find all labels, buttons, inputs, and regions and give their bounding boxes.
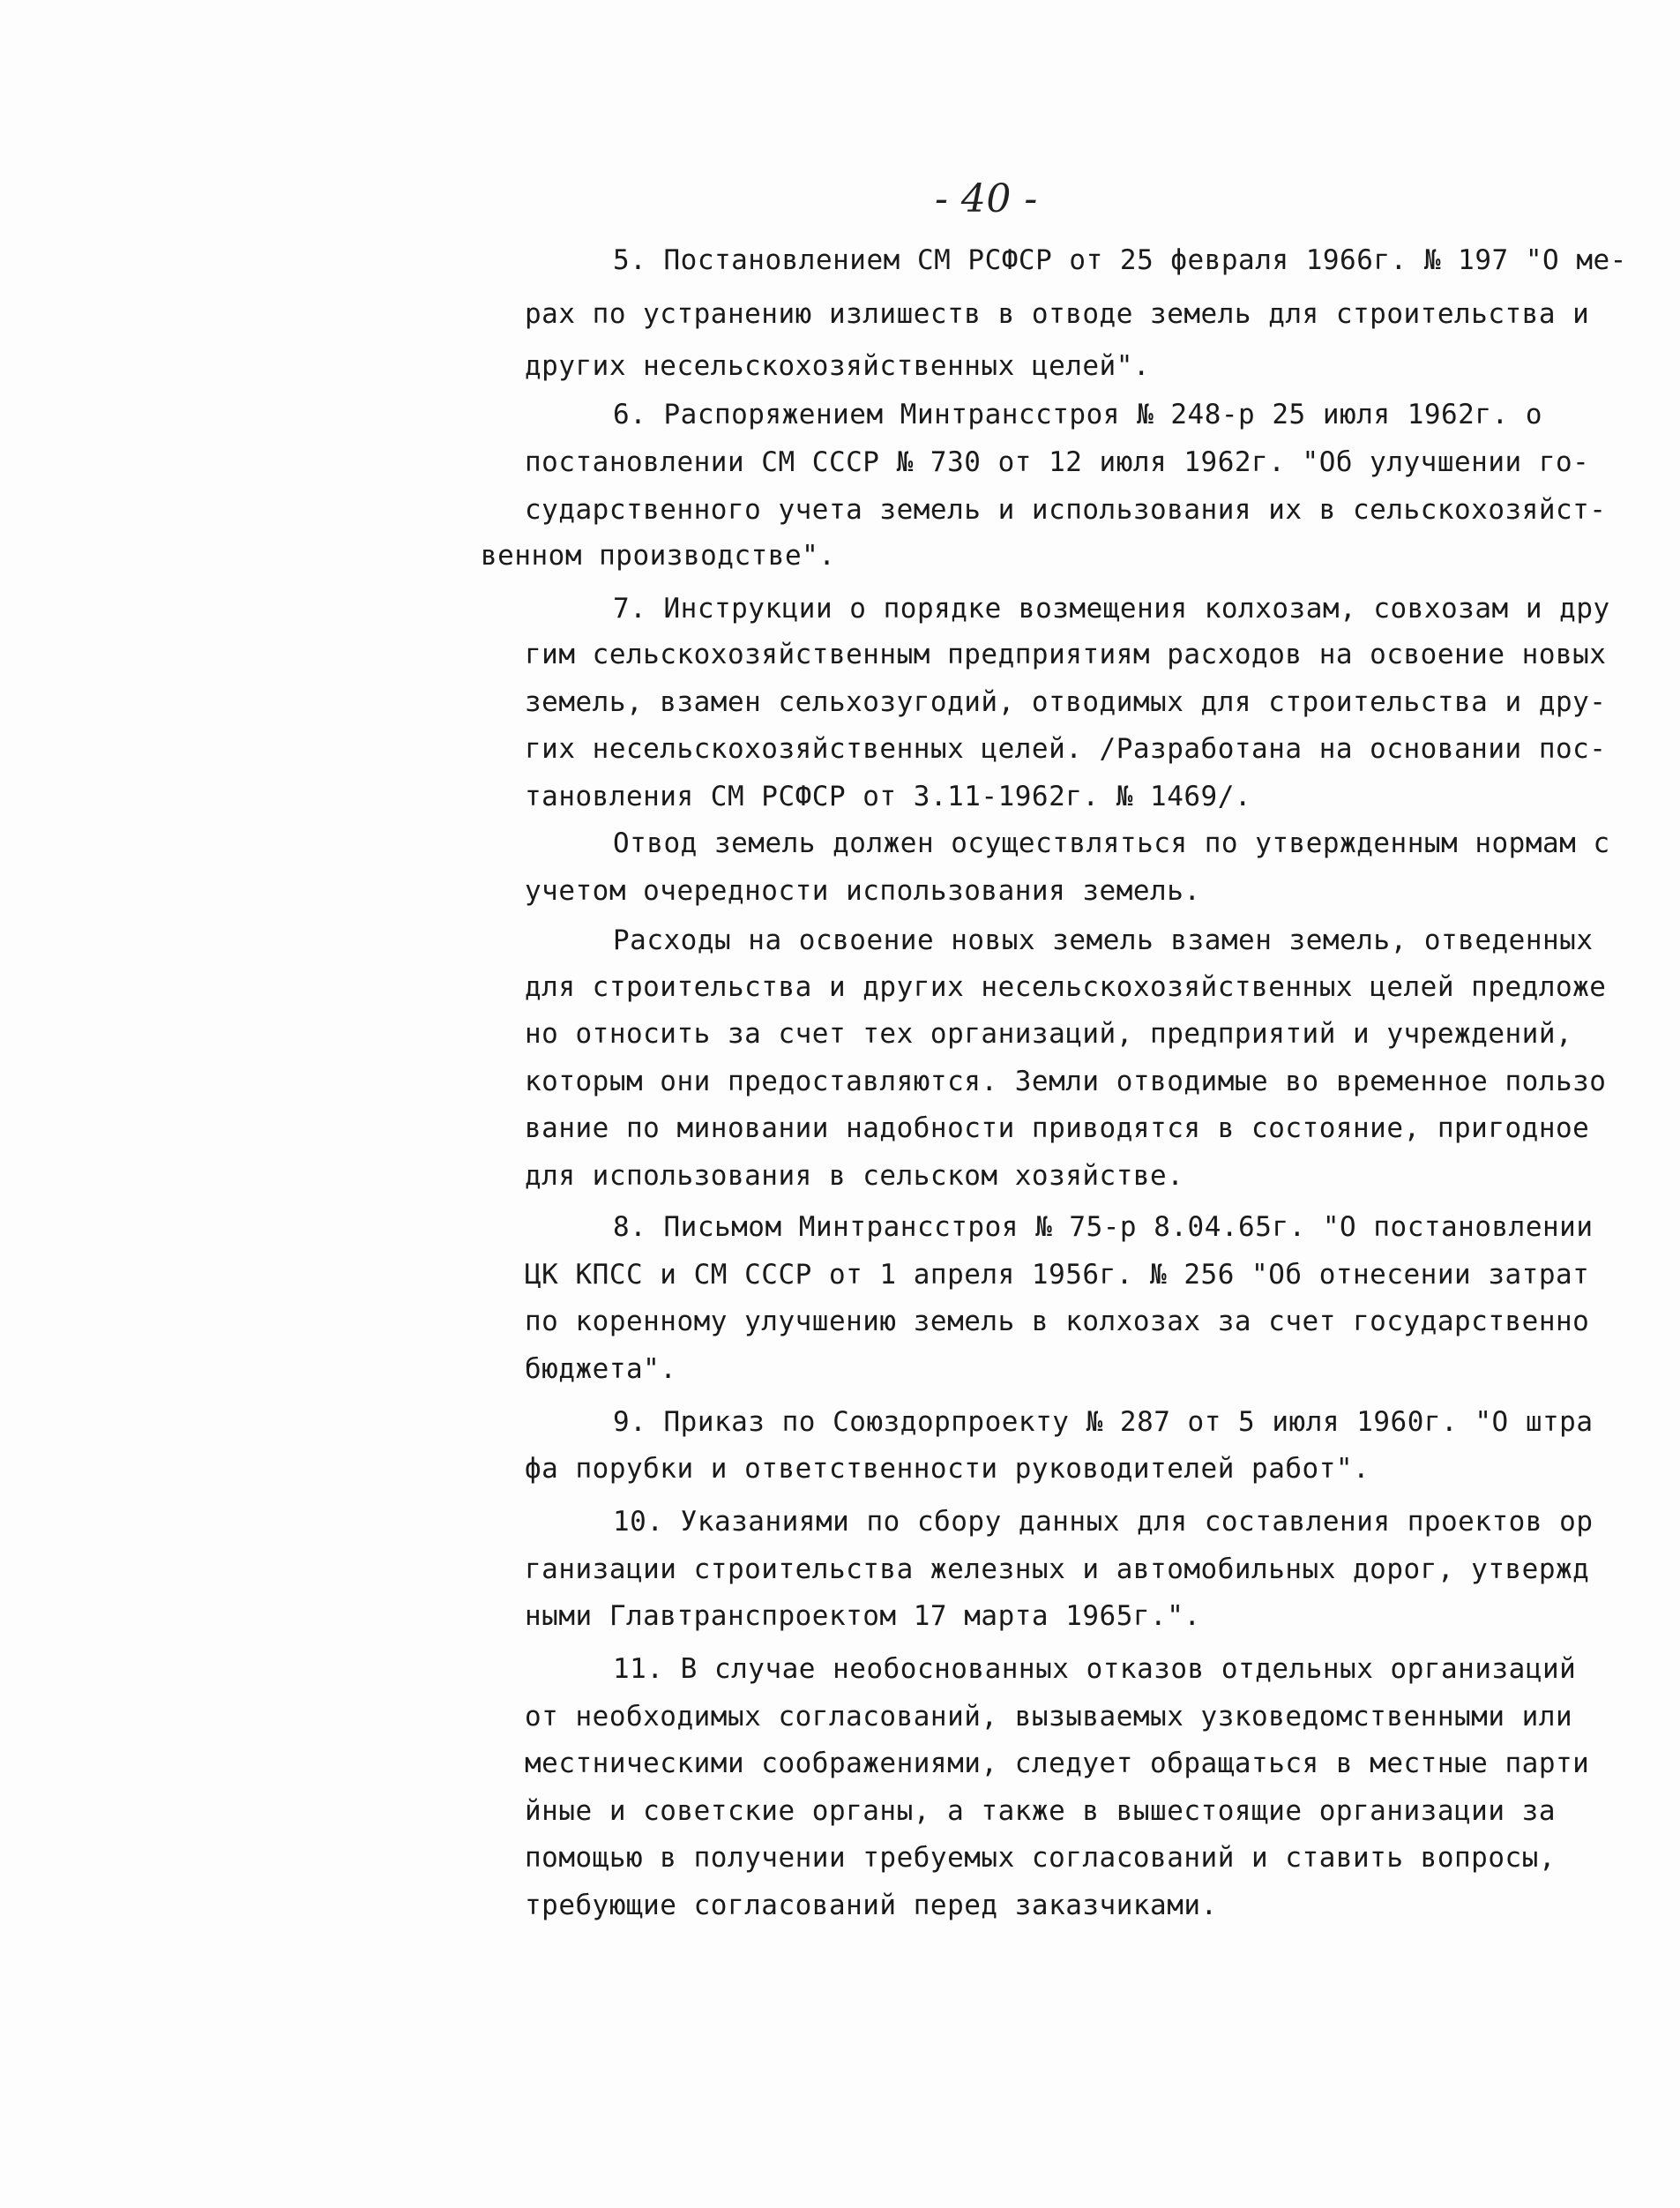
text-line: для строительства и других несельскохозяйственных целей предложе xyxy=(525,971,1607,1003)
text-line: ганизации строительства железных и автомобильных дорог, утвержд xyxy=(525,1553,1590,1585)
text-line: по коренному улучшению земель в колхозах за счет государственно xyxy=(525,1306,1590,1337)
text-line: от необходимых согласований, вызываемых узковедомственными или xyxy=(525,1701,1573,1733)
text-line: других несельскохозяйственных целей". xyxy=(525,350,1151,382)
text-line: фа порубки и ответственности руководителей работ". xyxy=(525,1453,1370,1485)
text-line: бюджета". xyxy=(525,1353,677,1385)
text-line: 7. Инструкции о порядке возмещения колхозам, совхозам и дру xyxy=(613,593,1610,625)
text-line: 8. Письмом Минтрансстроя № 75-р 8.04.65г. "О постановлении xyxy=(613,1211,1594,1243)
text-line: 5. Постановлением СМ РСФСР от 25 февраля 1966г. № 197 "О ме- xyxy=(613,244,1627,276)
text-line: вание по миновании надобности приводятся в состояние, пригодное xyxy=(525,1112,1590,1144)
text-line: но относить за счет тех организаций, предприятий и учреждений, xyxy=(525,1018,1573,1050)
text-line: которым они предоставляются. Земли отводимые во временное пользо xyxy=(525,1066,1607,1097)
text-line: земель, взамен сельхозугодий, отводимых для строительства и дру- xyxy=(525,686,1607,718)
text-line: требующие согласований перед заказчиками. xyxy=(525,1890,1218,1921)
text-line: для использования в сельском хозяйстве. xyxy=(525,1160,1184,1192)
text-line: 10. Указаниями по сбору данных для составления проектов ор xyxy=(613,1506,1594,1538)
text-line: Отвод земель должен осуществляться по утвержденным нормам с xyxy=(613,827,1610,859)
text-line: ными Главтранспроектом 17 марта 1965г.". xyxy=(525,1600,1201,1632)
text-line: 6. Распоряжением Минтрансстроя № 248-р 25 июля 1962г. о xyxy=(613,399,1542,430)
text-line: йные и советские органы, а также в вышестоящие организации за xyxy=(525,1795,1556,1827)
text-line: 11. В случае необоснованных отказов отдельных организаций xyxy=(613,1653,1577,1685)
text-line: ЦК КПСС и СМ СССР от 1 апреля 1956г. № 256 "Об отнесении затрат xyxy=(525,1259,1590,1291)
text-line: венном производстве". xyxy=(481,540,836,572)
text-line: учетом очередности использования земель. xyxy=(525,875,1201,907)
text-line: постановлении СМ СССР № 730 от 12 июля 1962г. "Об улучшении го- xyxy=(525,446,1590,478)
text-line: 9. Приказ по Союздорпроекту № 287 от 5 июля 1960г. "О штра xyxy=(613,1406,1594,1438)
text-line: местническими соображениями, следует обращаться в местные парти xyxy=(525,1748,1590,1779)
text-line: помощью в получении требуемых согласований и ставить вопросы, xyxy=(525,1842,1556,1874)
text-line: тановления СМ РСФСР от 3.11-1962г. № 1469/. xyxy=(525,781,1252,812)
text-line: рах по устранению излишеств в отводе земель для строительства и xyxy=(525,298,1590,330)
text-line: сударственного учета земель и использования их в сельскохозяйст- xyxy=(525,494,1607,526)
text-line: гих несельскохозяйственных целей. /Разработана на основании пос- xyxy=(525,733,1607,765)
page-number: - 40 - xyxy=(935,176,1038,221)
text-line: гим сельскохозяйственным предприятиям расходов на освоение новых xyxy=(525,639,1607,670)
text-line: Расходы на освоение новых земель взамен земель, отведенных xyxy=(613,924,1594,956)
